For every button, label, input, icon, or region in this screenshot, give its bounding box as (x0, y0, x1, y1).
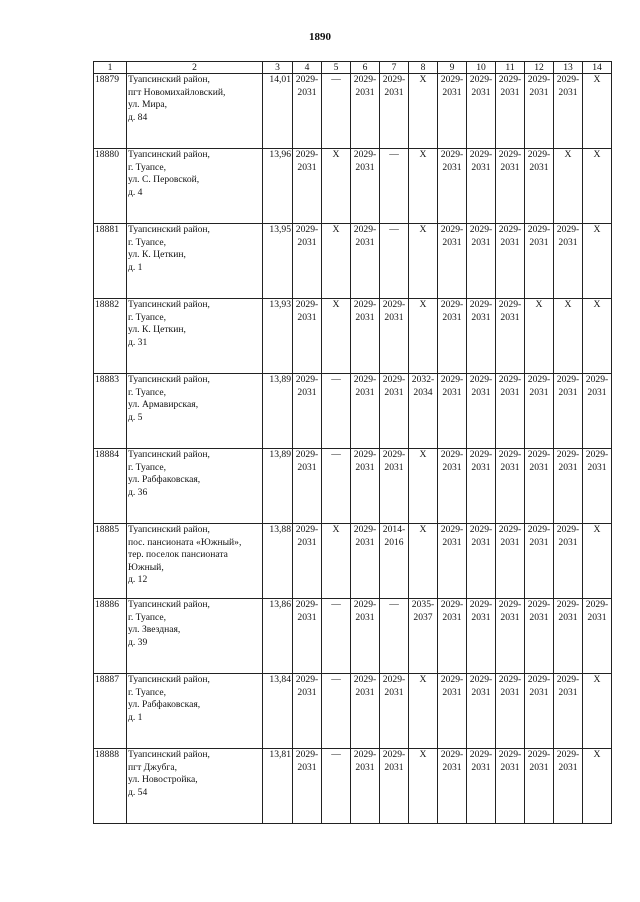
period-cell: 2029- 2031 (467, 524, 496, 599)
period-cell: 2029- 2031 (496, 524, 525, 599)
period-cell: X (322, 224, 351, 299)
period-cell: 2029- 2031 (351, 74, 380, 149)
period-cell: 2029- 2031 (351, 149, 380, 224)
period-cell: 2029- 2031 (380, 749, 409, 824)
row-number: 18885 (94, 524, 127, 599)
period-cell: 2029- 2031 (293, 449, 322, 524)
period-cell: 2029- 2031 (351, 524, 380, 599)
period-cell: X (583, 74, 612, 149)
table-row (94, 299, 612, 374)
row-number: 18884 (94, 449, 127, 524)
value-cell: 13,81 (263, 749, 293, 824)
period-cell: 2029- 2031 (583, 449, 612, 524)
address-cell: Туапсинский район, пгт Новомихайловский, ул. Мира, д. 84 (127, 74, 263, 149)
period-cell: — (322, 749, 351, 824)
row-number: 18879 (94, 74, 127, 149)
period-cell: 2029- 2031 (438, 599, 467, 674)
period-cell: X (554, 149, 583, 224)
table-row (94, 224, 612, 299)
table-row (94, 374, 612, 449)
column-header: 13 (554, 62, 583, 74)
period-cell: X (583, 674, 612, 749)
value-cell: 13,84 (263, 674, 293, 749)
period-cell: 2014- 2016 (380, 524, 409, 599)
period-cell: — (380, 224, 409, 299)
row-number: 18880 (94, 149, 127, 224)
period-cell: X (583, 224, 612, 299)
period-cell: 2029- 2031 (380, 449, 409, 524)
column-header: 9 (438, 62, 467, 74)
value-cell: 13,89 (263, 374, 293, 449)
row-number: 18882 (94, 299, 127, 374)
period-cell: X (409, 224, 438, 299)
period-cell: 2029- 2031 (496, 149, 525, 224)
period-cell: 2029- 2031 (467, 74, 496, 149)
period-cell: 2029- 2031 (554, 524, 583, 599)
table-row (94, 674, 612, 749)
period-cell: 2029- 2031 (525, 149, 554, 224)
period-cell: 2029- 2031 (438, 74, 467, 149)
period-cell: 2029- 2031 (438, 674, 467, 749)
period-cell: 2029- 2031 (467, 224, 496, 299)
period-cell: 2029- 2031 (554, 674, 583, 749)
period-cell: 2029- 2031 (554, 224, 583, 299)
period-cell: X (409, 524, 438, 599)
period-cell: X (525, 299, 554, 374)
period-cell: 2029- 2031 (380, 299, 409, 374)
address-cell: Туапсинский район, г. Туапсе, ул. К. Цеткин, д. 1 (127, 224, 263, 299)
period-cell: 2029- 2031 (525, 374, 554, 449)
period-cell: 2029- 2031 (525, 674, 554, 749)
period-cell: 2029- 2031 (293, 749, 322, 824)
period-cell: 2029- 2031 (351, 224, 380, 299)
column-header: 10 (467, 62, 496, 74)
period-cell: — (322, 74, 351, 149)
period-cell: 2029- 2031 (467, 374, 496, 449)
period-cell: 2029- 2031 (525, 449, 554, 524)
period-cell: 2029- 2031 (525, 524, 554, 599)
period-cell: 2029- 2031 (496, 599, 525, 674)
period-cell: X (409, 449, 438, 524)
column-header: 11 (496, 62, 525, 74)
page-number: 1890 (309, 31, 331, 43)
address-cell: Туапсинский район, пгт Джубга, ул. Новостройка, д. 54 (127, 749, 263, 824)
period-cell: X (322, 299, 351, 374)
period-cell: 2029- 2031 (380, 374, 409, 449)
period-cell: 2029- 2031 (351, 299, 380, 374)
period-cell: 2029- 2031 (380, 674, 409, 749)
period-cell: 2029- 2031 (467, 749, 496, 824)
period-cell: 2029- 2031 (467, 674, 496, 749)
row-number: 18886 (94, 599, 127, 674)
period-cell: 2029- 2031 (438, 374, 467, 449)
period-cell: 2029- 2031 (351, 449, 380, 524)
row-number: 18888 (94, 749, 127, 824)
period-cell: X (409, 299, 438, 374)
period-cell: X (409, 149, 438, 224)
period-cell: 2029- 2031 (583, 599, 612, 674)
period-cell: 2032- 2034 (409, 374, 438, 449)
period-cell: 2029- 2031 (293, 374, 322, 449)
period-cell: — (322, 599, 351, 674)
period-cell: 2029- 2031 (438, 449, 467, 524)
period-cell: 2029- 2031 (583, 374, 612, 449)
period-cell: 2029- 2031 (496, 74, 525, 149)
address-cell: Туапсинский район, г. Туапсе, ул. К. Цеткин, д. 31 (127, 299, 263, 374)
period-cell: X (583, 149, 612, 224)
period-cell: — (322, 374, 351, 449)
period-cell: 2029- 2031 (554, 599, 583, 674)
column-header: 14 (583, 62, 612, 74)
period-cell: 2029- 2031 (496, 224, 525, 299)
column-header: 5 (322, 62, 351, 74)
registry-body (94, 74, 612, 824)
period-cell: 2029- 2031 (496, 374, 525, 449)
period-cell: 2029- 2031 (554, 374, 583, 449)
table-row (94, 749, 612, 824)
period-cell: 2029- 2031 (496, 749, 525, 824)
period-cell: 2029- 2031 (293, 524, 322, 599)
column-header: 4 (293, 62, 322, 74)
period-cell: 2029- 2031 (438, 524, 467, 599)
period-cell: 2029- 2031 (293, 599, 322, 674)
address-cell: Туапсинский район, г. Туапсе, ул. С. Перовской, д. 4 (127, 149, 263, 224)
period-cell: 2029- 2031 (554, 449, 583, 524)
period-cell: — (322, 449, 351, 524)
period-cell: — (380, 599, 409, 674)
period-cell: 2029- 2031 (438, 149, 467, 224)
period-cell: 2029- 2031 (351, 674, 380, 749)
period-cell: 2029- 2031 (554, 74, 583, 149)
period-cell: 2029- 2031 (525, 599, 554, 674)
column-header: 1 (94, 62, 127, 74)
period-cell: 2029- 2031 (293, 674, 322, 749)
address-cell: Туапсинский район, г. Туапсе, ул. Рабфаковская, д. 36 (127, 449, 263, 524)
period-cell: 2035- 2037 (409, 599, 438, 674)
column-number-row (94, 62, 612, 74)
period-cell: 2029- 2031 (293, 299, 322, 374)
period-cell: 2029- 2031 (380, 74, 409, 149)
table-row (94, 149, 612, 224)
address-cell: Туапсинский район, г. Туапсе, ул. Рабфаковская, д. 1 (127, 674, 263, 749)
registry-table (93, 61, 612, 824)
row-number: 18887 (94, 674, 127, 749)
period-cell: X (554, 299, 583, 374)
period-cell: 2029- 2031 (351, 749, 380, 824)
period-cell: 2029- 2031 (467, 449, 496, 524)
column-header: 7 (380, 62, 409, 74)
period-cell: X (583, 299, 612, 374)
address-cell: Туапсинский район, г. Туапсе, ул. Армавирская, д. 5 (127, 374, 263, 449)
row-number: 18881 (94, 224, 127, 299)
period-cell: 2029- 2031 (438, 749, 467, 824)
period-cell: 2029- 2031 (351, 599, 380, 674)
period-cell: 2029- 2031 (293, 224, 322, 299)
period-cell: 2029- 2031 (293, 149, 322, 224)
period-cell: X (322, 524, 351, 599)
table-row (94, 74, 612, 149)
column-header: 2 (127, 62, 263, 74)
period-cell: 2029- 2031 (293, 74, 322, 149)
period-cell: 2029- 2031 (351, 374, 380, 449)
value-cell: 13,96 (263, 149, 293, 224)
value-cell: 13,86 (263, 599, 293, 674)
column-header: 6 (351, 62, 380, 74)
period-cell: X (409, 74, 438, 149)
period-cell: 2029- 2031 (438, 299, 467, 374)
period-cell: X (409, 674, 438, 749)
column-header: 12 (525, 62, 554, 74)
period-cell: 2029- 2031 (525, 749, 554, 824)
period-cell: X (409, 749, 438, 824)
table-row (94, 524, 612, 599)
period-cell: — (380, 149, 409, 224)
period-cell: X (583, 749, 612, 824)
period-cell: 2029- 2031 (496, 299, 525, 374)
period-cell: 2029- 2031 (496, 674, 525, 749)
value-cell: 14,01 (263, 74, 293, 149)
period-cell: X (322, 149, 351, 224)
period-cell: X (583, 524, 612, 599)
period-cell: 2029- 2031 (525, 74, 554, 149)
address-cell: Туапсинский район, пос. пансионата «Южный», тер. поселок пансионата Южный, д. 12 (127, 524, 263, 599)
period-cell: 2029- 2031 (467, 299, 496, 374)
table-row (94, 599, 612, 674)
period-cell: 2029- 2031 (438, 224, 467, 299)
address-cell: Туапсинский район, г. Туапсе, ул. Звездная, д. 39 (127, 599, 263, 674)
row-number: 18883 (94, 374, 127, 449)
column-header: 8 (409, 62, 438, 74)
value-cell: 13,93 (263, 299, 293, 374)
table-row (94, 449, 612, 524)
period-cell: 2029- 2031 (467, 599, 496, 674)
period-cell: 2029- 2031 (525, 224, 554, 299)
period-cell: — (322, 674, 351, 749)
value-cell: 13,95 (263, 224, 293, 299)
period-cell: 2029- 2031 (467, 149, 496, 224)
column-header: 3 (263, 62, 293, 74)
value-cell: 13,89 (263, 449, 293, 524)
period-cell: 2029- 2031 (496, 449, 525, 524)
period-cell: 2029- 2031 (554, 749, 583, 824)
value-cell: 13,88 (263, 524, 293, 599)
